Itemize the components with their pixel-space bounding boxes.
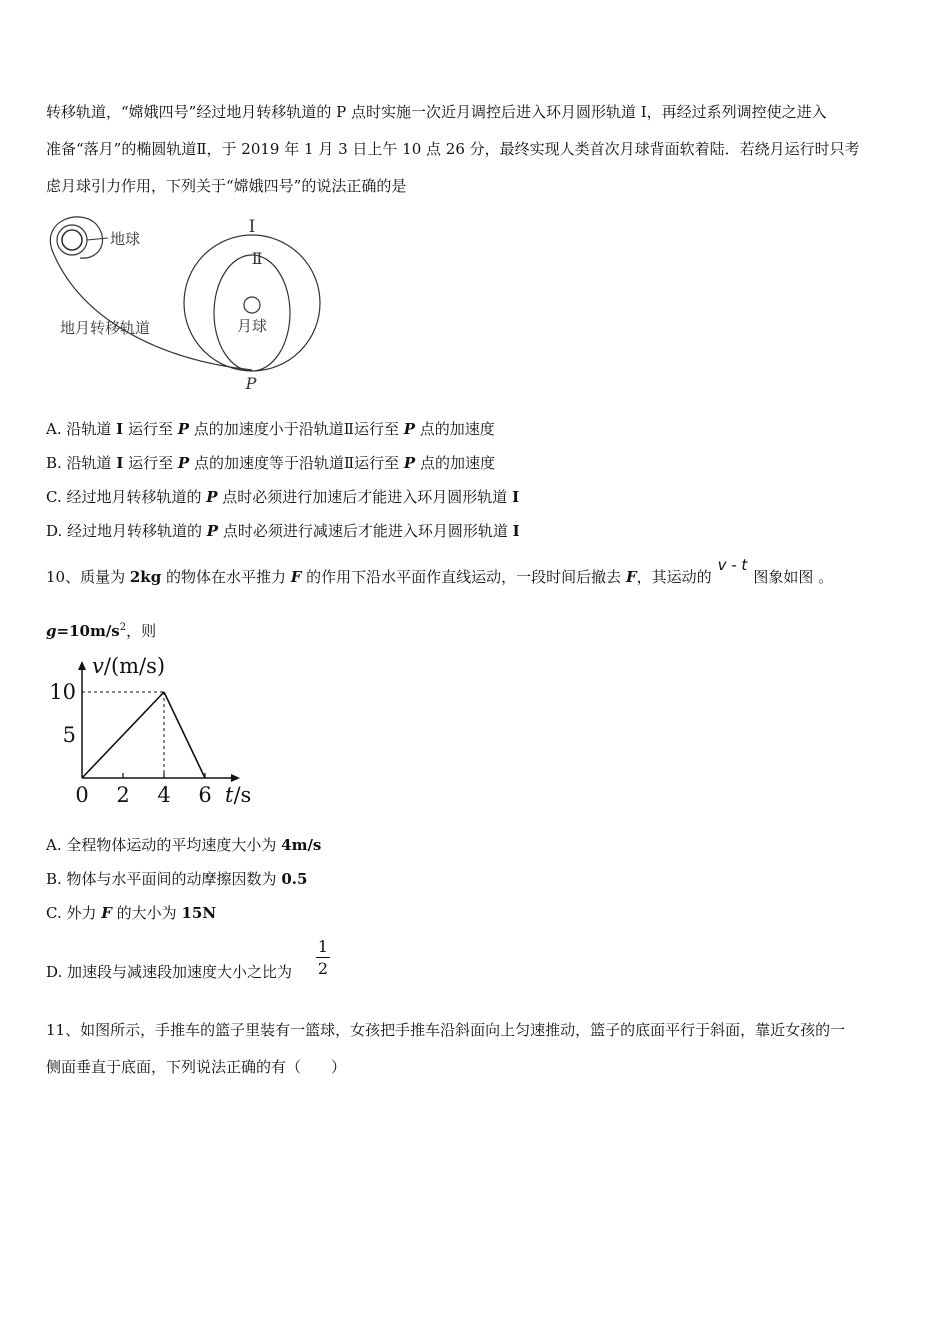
moon <box>244 297 260 313</box>
orbit-2-label: Ⅱ <box>251 249 263 268</box>
fraction-one-half <box>316 937 330 978</box>
q10-g-line: $g=10m/s^2$，则 <box>46 622 157 640</box>
q9-stem-line3: 虑月球引力作用，下列关于“嫦娥四号”的说法正确的是 <box>46 177 407 195</box>
y-tick-label-5: 5 <box>62 723 76 747</box>
q11-stem-line1: 11、如图所示，手推车的篮子里装有一篮球，女孩把手推车沿斜面向上匀速推动，篮子的底面平行于斜面，靠近女孩的一 <box>46 1021 846 1039</box>
vt-chart <box>40 650 270 815</box>
earth <box>62 230 82 250</box>
x-axis-label: t/s <box>225 783 252 807</box>
y-tick-label-10: 10 <box>49 680 76 704</box>
q10-option-c[interactable]: C. 外力 F 的大小为 15N <box>46 904 217 922</box>
x-axis-arrow <box>231 774 240 782</box>
x-tick-label-6: 6 <box>198 783 212 807</box>
fraction-numerator: 1 <box>317 937 329 956</box>
q10-option-b[interactable]: B. 物体与水平面间的动摩擦因数为 0.5 <box>46 870 308 888</box>
y-axis-label: v/(m/s) <box>92 654 166 678</box>
fraction-denominator: 2 <box>317 959 329 978</box>
series-segment-1 <box>164 692 205 778</box>
series-segment-0 <box>82 692 164 778</box>
earth-pointer <box>87 238 108 240</box>
q9-stem-line2: 准备“落月”的椭圆轨道Ⅱ，于 2019 年 1 月 3 日上午 10 点 26 分，最终实现人类首次月球背面软着陆．若绕月运行时只考 <box>46 140 860 158</box>
q10-option-d[interactable]: D. 加速段与减速段加速度大小之比为 <box>46 963 293 981</box>
orbit-diagram <box>40 210 340 395</box>
vt-symbol: v - t <box>717 556 748 574</box>
q9-stem-line1: 转移轨道，“嫦娥四号”经过地月转移轨道的 P 点时实施一次近月调控后进入环月圆形轨道 I，再经过系列调控使之进入 <box>46 103 827 121</box>
transfer-orbit-label: 地月转移轨道 <box>60 319 151 337</box>
q10-option-a[interactable]: A. 全程物体运动的平均速度大小为 4m/s <box>46 836 322 854</box>
q10-stem: 10、质量为 2kg 的物体在水平推力 F 的作用下沿水平面作直线运动，一段时间后撤去 F，其运动的v - t图象如图 。 <box>46 556 834 586</box>
fraction-bar <box>316 957 330 958</box>
q9-option-b[interactable]: B. 沿轨道 I 运行至 P 点的加速度等于沿轨道Ⅱ运行至 P 点的加速度 <box>46 454 495 472</box>
earth-label: 地球 <box>110 230 141 248</box>
x-tick-label-2: 2 <box>116 783 130 807</box>
y-axis-arrow <box>78 661 86 670</box>
moon-label: 月球 <box>236 317 268 335</box>
q9-option-d[interactable]: D. 经过地月转移轨道的 P 点时必须进行减速后才能进入环月圆形轨道 I <box>46 522 520 540</box>
x-tick-label-0: 0 <box>75 783 89 807</box>
q9-option-c[interactable]: C. 经过地月转移轨道的 P 点时必须进行加速后才能进入环月圆形轨道 I <box>46 488 520 506</box>
q11-stem-line2: 侧面垂直于底面，下列说法正确的有（ ） <box>46 1058 347 1076</box>
orbit-1-label: I <box>248 217 256 237</box>
x-tick-label-4: 4 <box>157 783 171 807</box>
point-p-label: P <box>245 374 257 393</box>
q9-option-a[interactable]: A. 沿轨道 I 运行至 P 点的加速度小于沿轨道Ⅱ运行至 P 点的加速度 <box>46 420 495 438</box>
